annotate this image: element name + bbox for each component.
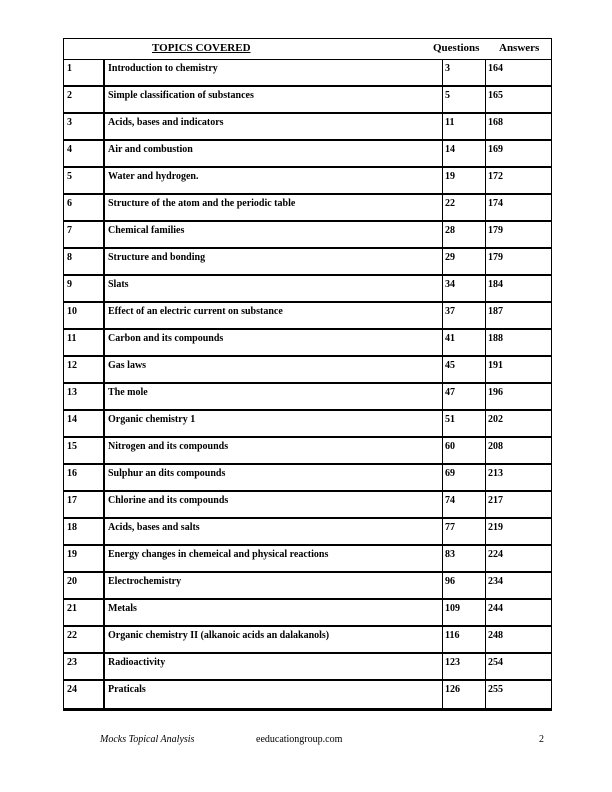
answers-page: 169	[485, 141, 551, 166]
questions-column-header: Questions	[433, 42, 480, 54]
table-row	[64, 573, 551, 600]
questions-page: 28	[442, 222, 485, 247]
row-number: 10	[67, 306, 77, 317]
questions-page: 29	[442, 249, 485, 274]
topic-name: Effect of an electric current on substance	[103, 303, 442, 328]
topic-name: Acids, bases and indicators	[103, 114, 442, 139]
row-number: 7	[67, 225, 72, 236]
answers-page: 179	[485, 249, 551, 274]
questions-page: 11	[442, 114, 485, 139]
topic-name: Radioactivity	[103, 654, 442, 679]
topic-name: Chemical families	[103, 222, 442, 247]
table-row	[64, 60, 551, 87]
answers-page: 165	[485, 87, 551, 112]
topic-name: Sulphur an dits compounds	[103, 465, 442, 490]
questions-page: 41	[442, 330, 485, 355]
table-row	[64, 384, 551, 411]
row-number: 6	[67, 198, 72, 209]
questions-page: 96	[442, 573, 485, 598]
table-title: TOPICS COVERED	[152, 42, 251, 54]
questions-page: 47	[442, 384, 485, 409]
row-number: 13	[67, 387, 77, 398]
questions-page: 77	[442, 519, 485, 544]
questions-page: 123	[442, 654, 485, 679]
row-number: 17	[67, 495, 77, 506]
table-header	[64, 39, 551, 60]
topic-name: Structure and bonding	[103, 249, 442, 274]
table-row	[64, 249, 551, 276]
table-row	[64, 87, 551, 114]
topic-name: Electrochemistry	[103, 573, 442, 598]
row-number: 9	[67, 279, 72, 290]
topic-name: Introduction to chemistry	[103, 60, 442, 85]
table-row	[64, 465, 551, 492]
answers-page: 168	[485, 114, 551, 139]
table-row	[64, 627, 551, 654]
topic-name: Acids, bases and salts	[103, 519, 442, 544]
questions-page: 34	[442, 276, 485, 301]
page-number: 2	[539, 734, 544, 745]
row-number: 3	[67, 117, 72, 128]
questions-page: 126	[442, 681, 485, 708]
table-row	[64, 357, 551, 384]
answers-page: 174	[485, 195, 551, 220]
table-row	[64, 600, 551, 627]
questions-page: 69	[442, 465, 485, 490]
table-body	[64, 60, 551, 710]
answers-column-header: Answers	[499, 42, 540, 54]
table-row	[64, 654, 551, 681]
questions-page: 109	[442, 600, 485, 625]
answers-page: 187	[485, 303, 551, 328]
answers-page: 208	[485, 438, 551, 463]
row-number: 2	[67, 90, 72, 101]
answers-page: 224	[485, 546, 551, 571]
row-number: 11	[67, 333, 77, 344]
answers-page: 255	[485, 681, 551, 708]
row-number: 18	[67, 522, 77, 533]
table-row	[64, 438, 551, 465]
row-number: 24	[67, 684, 77, 695]
topic-name: Organic chemistry 1	[103, 411, 442, 436]
topic-name: Water and hydrogen.	[103, 168, 442, 193]
table-row	[64, 195, 551, 222]
row-number: 1	[67, 63, 72, 74]
topic-name: Structure of the atom and the periodic table	[103, 195, 442, 220]
answers-page: 184	[485, 276, 551, 301]
answers-page: 234	[485, 573, 551, 598]
topic-name: Organic chemistry II (alkanoic acids an dalakanols)	[103, 627, 442, 652]
row-number: 22	[67, 630, 77, 641]
answers-page: 164	[485, 60, 551, 85]
topic-name: The mole	[103, 384, 442, 409]
questions-page: 60	[442, 438, 485, 463]
questions-page: 74	[442, 492, 485, 517]
row-number: 4	[67, 144, 72, 155]
topics-table	[63, 38, 552, 711]
table-row	[64, 519, 551, 546]
answers-page: 213	[485, 465, 551, 490]
table-row	[64, 168, 551, 195]
questions-page: 14	[442, 141, 485, 166]
table-row	[64, 492, 551, 519]
topic-name: Gas laws	[103, 357, 442, 382]
questions-page: 45	[442, 357, 485, 382]
questions-page: 5	[442, 87, 485, 112]
table-row	[64, 681, 551, 710]
topic-name: Slats	[103, 276, 442, 301]
row-number: 5	[67, 171, 72, 182]
table-row	[64, 546, 551, 573]
row-number: 23	[67, 657, 77, 668]
questions-page: 116	[442, 627, 485, 652]
topic-name: Carbon and its compounds	[103, 330, 442, 355]
answers-page: 188	[485, 330, 551, 355]
answers-page: 179	[485, 222, 551, 247]
answers-page: 196	[485, 384, 551, 409]
answers-page: 202	[485, 411, 551, 436]
row-number: 16	[67, 468, 77, 479]
row-number: 19	[67, 549, 77, 560]
row-number: 14	[67, 414, 77, 425]
questions-page: 51	[442, 411, 485, 436]
topic-name: Metals	[103, 600, 442, 625]
row-number: 15	[67, 441, 77, 452]
questions-page: 22	[442, 195, 485, 220]
topic-name: Energy changes in chemeical and physical reactions	[103, 546, 442, 571]
questions-page: 83	[442, 546, 485, 571]
row-number: 20	[67, 576, 77, 587]
answers-page: 191	[485, 357, 551, 382]
answers-page: 244	[485, 600, 551, 625]
table-row	[64, 330, 551, 357]
topic-name: Simple classification of substances	[103, 87, 442, 112]
topic-name: Chlorine and its compounds	[103, 492, 442, 517]
table-row	[64, 114, 551, 141]
footer-document-title: Mocks Topical Analysis	[100, 734, 195, 745]
topic-name: Nitrogen and its compounds	[103, 438, 442, 463]
answers-page: 254	[485, 654, 551, 679]
table-row	[64, 303, 551, 330]
table-row	[64, 411, 551, 438]
row-number: 12	[67, 360, 77, 371]
answers-page: 217	[485, 492, 551, 517]
table-row	[64, 222, 551, 249]
table-row	[64, 141, 551, 168]
answers-page: 219	[485, 519, 551, 544]
answers-page: 248	[485, 627, 551, 652]
row-number: 8	[67, 252, 72, 263]
questions-page: 3	[442, 60, 485, 85]
table-row	[64, 276, 551, 303]
questions-page: 37	[442, 303, 485, 328]
row-number: 21	[67, 603, 77, 614]
questions-page: 19	[442, 168, 485, 193]
topic-name: Air and combustion	[103, 141, 442, 166]
footer-website: eeducationgroup.com	[256, 734, 343, 745]
answers-page: 172	[485, 168, 551, 193]
topic-name: Praticals	[103, 681, 442, 708]
